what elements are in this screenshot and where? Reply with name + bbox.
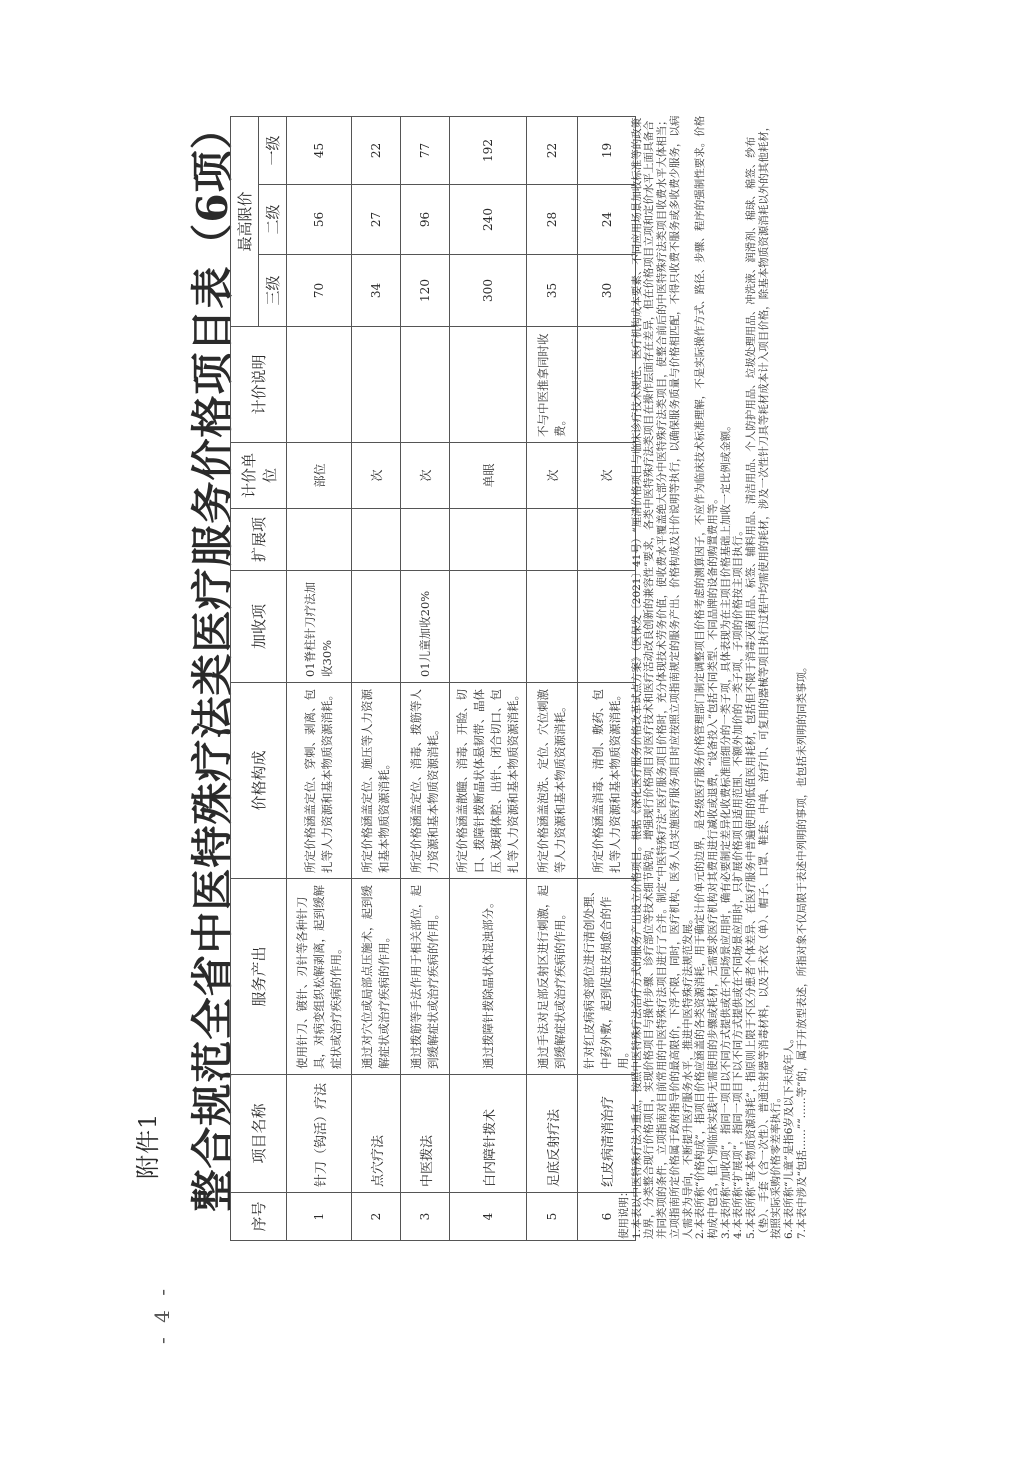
price-level1-cell: 45 (287, 117, 352, 185)
note-cell (352, 327, 401, 443)
price-cell: 所定价格涵盖消毒、清创、敷药、包扎等人力资源和基本物质资源消耗。 (578, 683, 636, 879)
price-cell: 所定价格涵盖散瞳、消毒、开睑、切口、拨障针拨断晶状体悬韧带、晶体压入玻璃体腔、出针、闭合切口、包扎等人力资源和基本物质资源消耗。 (450, 683, 527, 879)
service-cell: 使用针刀、镀针、刃针等各种针刀具，对病变组织松解剥离，起到缓解症状或治疗疾病的作用。 (287, 879, 352, 1075)
attachment-label: 附件1 (134, 1112, 162, 1179)
price-level2-cell: 56 (287, 185, 352, 255)
surcharge-cell (527, 571, 578, 683)
unit-cell: 次 (352, 443, 401, 509)
page-title: 整合规范全省中医特殊疗法类医疗服务价格项目表（6项） (188, 106, 237, 1212)
note-cell (287, 327, 352, 443)
extension-cell (287, 509, 352, 571)
usage-note: 4.本表所称“扩展项”，指同一项目下以不同方式提供或在不同场景应用时，只扩展价格项目适用范围、不额外加价的一类子项，子项的价格按主项目执行。 (732, 525, 745, 1239)
price-table (230, 116, 636, 1241)
price-level3-cell: 35 (527, 255, 578, 327)
header-level3: 三级 (259, 255, 287, 327)
header-level1: 一级 (259, 117, 287, 185)
price-cell: 所定价格涵盖定位、施压等人力资源和基本物质资源消耗。 (352, 683, 401, 879)
extension-cell (352, 509, 401, 571)
price-level3-cell: 120 (401, 255, 450, 327)
table-row (352, 117, 401, 1241)
price-cell: 所定价格涵盖定位、穿刺、剥离、包扎等人力资源和基本物质资源消耗。 (287, 683, 352, 879)
seq-cell: 6 (578, 1193, 636, 1241)
service-cell: 针对红皮病病变部位进行清创处理、中药外敷，起到促进皮损愈合的作用。 (578, 879, 636, 1075)
page-number: - 4 - (150, 1285, 174, 1344)
surcharge-cell (352, 571, 401, 683)
usage-note: 6.本表所称“儿童”是指6岁及以下未成年人。 (783, 1033, 796, 1239)
header-price-composition: 价格构成 (231, 683, 287, 879)
name-cell: 足底反射疗法 (527, 1075, 578, 1193)
service-cell: 通过对穴位或局部点压施术，起到缓解症状或治疗疾病的作用。 (352, 879, 401, 1075)
price-level2-cell: 240 (450, 185, 527, 255)
price-level1-cell: 19 (578, 117, 636, 185)
price-cell: 所定价格涵盖泡洗、定位、穴位刺激等人力资源和基本物质资源消耗。 (527, 683, 578, 879)
name-cell: 白内障针拨术 (450, 1075, 527, 1193)
header-seq: 序号 (231, 1193, 287, 1241)
surcharge-cell (450, 571, 527, 683)
price-level3-cell: 30 (578, 255, 636, 327)
seq-cell: 5 (527, 1193, 578, 1241)
header-surcharge: 加收项 (231, 571, 287, 683)
price-level3-cell: 34 (352, 255, 401, 327)
price-level1-cell: 192 (450, 117, 527, 185)
note-cell (401, 327, 450, 443)
price-level2-cell: 24 (578, 185, 636, 255)
header-unit: 计价单位 (231, 443, 287, 509)
usage-note: 7.本表中涉及“包括……”“……等”的，属于开放型表述，所指对象不仅局限于表述中列明的事项，也包括未列明的同类事项。 (795, 661, 808, 1239)
extension-cell (527, 509, 578, 571)
table-row (287, 117, 352, 1241)
surcharge-cell: 01儿童加收20% (401, 571, 450, 683)
note-cell: 不与中医推拿同时收费。 (527, 327, 578, 443)
name-cell: 点穴疗法 (352, 1075, 401, 1193)
price-level2-cell: 96 (401, 185, 450, 255)
extension-cell (401, 509, 450, 571)
service-cell: 通过手法对足部反射区进行刺激，起到缓解症状或治疗疾病的作用。 (527, 879, 578, 1075)
price-level2-cell: 28 (527, 185, 578, 255)
price-level3-cell: 70 (287, 255, 352, 327)
service-cell: 通过拨筋等手法作用于相关部位，起到缓解症状或治疗疾病的作用。 (401, 879, 450, 1075)
extension-cell (450, 509, 527, 571)
header-pricing-note: 计价说明 (231, 327, 287, 443)
table-row (450, 117, 527, 1241)
unit-cell: 部位 (287, 443, 352, 509)
header-max-price: 最高限价 (231, 117, 259, 327)
seq-cell: 1 (287, 1193, 352, 1241)
price-level1-cell: 22 (527, 117, 578, 185)
usage-notes (618, 115, 809, 1239)
header-extension: 扩展项 (231, 509, 287, 571)
usage-note: 1.本表以中医特殊疗法为重点，按照中医特殊疗法治疗方式的服务产出设立价格项目。根据《深化医疗服务价格改革试点方案》（医保发〔2021〕41号）“厘清价格项目与临床诊疗技术规范、医疗机构成本要素、不同应用场景加收标准等的政策边界，分类整合现行价格项目，实现价格项目与操作步骤、诊疗部位等技术细节脱钩，增强现行价格项目对医疗技术和医疗活动改良创新的兼容性”要求，各类中医特殊疗法类项目在操作层面存在差异，但在价格项目立项和定价水平上面具备合并同类项的条件，立项指南对目前常用的中医特殊疗法项目进行了合并。制定“中医特殊疗法”医疗服务项目价格时，充分体现技术劳务价值，使收费水平覆盖绝大部分中医特殊疗法类项目，使整合前后的中医特殊疗法类项目收费水平大体相当；立项指南所定价格属于政府指导价的最高限价，下浮不限，同时，医疗机构、医务人员实施医疗服务项目时应按照立项指南规定的服务产出、价格构成及计价说明等执行，以确保服务质量与价格相匹配，不得只收费不服务或多收费少服务，以病人需求为导向，不断提升医疗服务水平，推进中医特殊疗法规范发展。 (630, 115, 694, 1239)
header-level2: 二级 (259, 185, 287, 255)
unit-cell: 次 (401, 443, 450, 509)
unit-cell: 次 (527, 443, 578, 509)
seq-cell: 4 (450, 1193, 527, 1241)
unit-cell: 次 (578, 443, 636, 509)
price-cell: 所定价格涵盖定位、消毒、拨筋等人力资源和基本物质资源消耗。 (401, 683, 450, 879)
header-name: 项目名称 (231, 1075, 287, 1193)
note-cell (450, 327, 527, 443)
price-level1-cell: 22 (352, 117, 401, 185)
price-level1-cell: 77 (401, 117, 450, 185)
seq-cell: 2 (352, 1193, 401, 1241)
unit-cell: 单眼 (450, 443, 527, 509)
price-level2-cell: 27 (352, 185, 401, 255)
header-service-output: 服务产出 (231, 879, 287, 1075)
usage-note: 3.本表所称“加收项”，指同一项目以不同方式提供或在不同场景应用时，确有必要制定差异化收费标准而细分的一类子项，具体表现为在主项目价格基础上加收一定比例或金额。 (719, 420, 732, 1239)
surcharge-cell: 01脊柱针刀疗法加收30% (287, 571, 352, 683)
name-cell: 红皮病清消治疗 (578, 1075, 636, 1193)
price-level3-cell: 300 (450, 255, 527, 327)
service-cell: 通过拨障针拨除晶状体混浊部分。 (450, 879, 527, 1075)
table-row (527, 117, 578, 1241)
table-row (401, 117, 450, 1241)
name-cell: 中医拨法 (401, 1075, 450, 1193)
usage-note: 2.本表所称“价格构成”，指项目价格应涵盖的各类资源消耗，用于确定计价单元的边界，是各级医疗服务价格管理部门制定调整项目价格考虑的测算因子，不应作为临床技术标准理解，不是实际操作方式、路径、步骤、程序的强制性要求。价格构成中包含，但个别临床实践中无需使用的步骤或耗材，无需要求医疗机构对其费用进行减收或退费，“设备投入”包括不同类型、不同品牌的设备的购置费用等。 (694, 115, 719, 1239)
seq-cell: 3 (401, 1193, 450, 1241)
name-cell: 针刀（钩活）疗法 (287, 1075, 352, 1193)
usage-note: 5.本表所称“基本物质资源消耗”，指原则上限于不区分患者个体差异、在医疗服务中普遍使用的低值医用耗材，包括但不限于消毒灭菌用品、标签、辅料用品、清洁用品、个人防护用品、垃圾处理用品、冲洗液、润滑剂、棉球、棉签、纱布（垫）、手套（含一次性）、普通注射器等消毒材料，以及手术衣（单）、帽子、口罩、鞋套、中单、治疗巾、可复用的器械等项目执行过程中均需使用的耗材，涉及一次性针刀具等耗材成本计入项目价格，除基本物质资源消耗以外的其他耗材，按照实际采购价格零差率执行。 (745, 120, 783, 1239)
usage-notes-heading: 使用说明： (618, 1186, 630, 1239)
